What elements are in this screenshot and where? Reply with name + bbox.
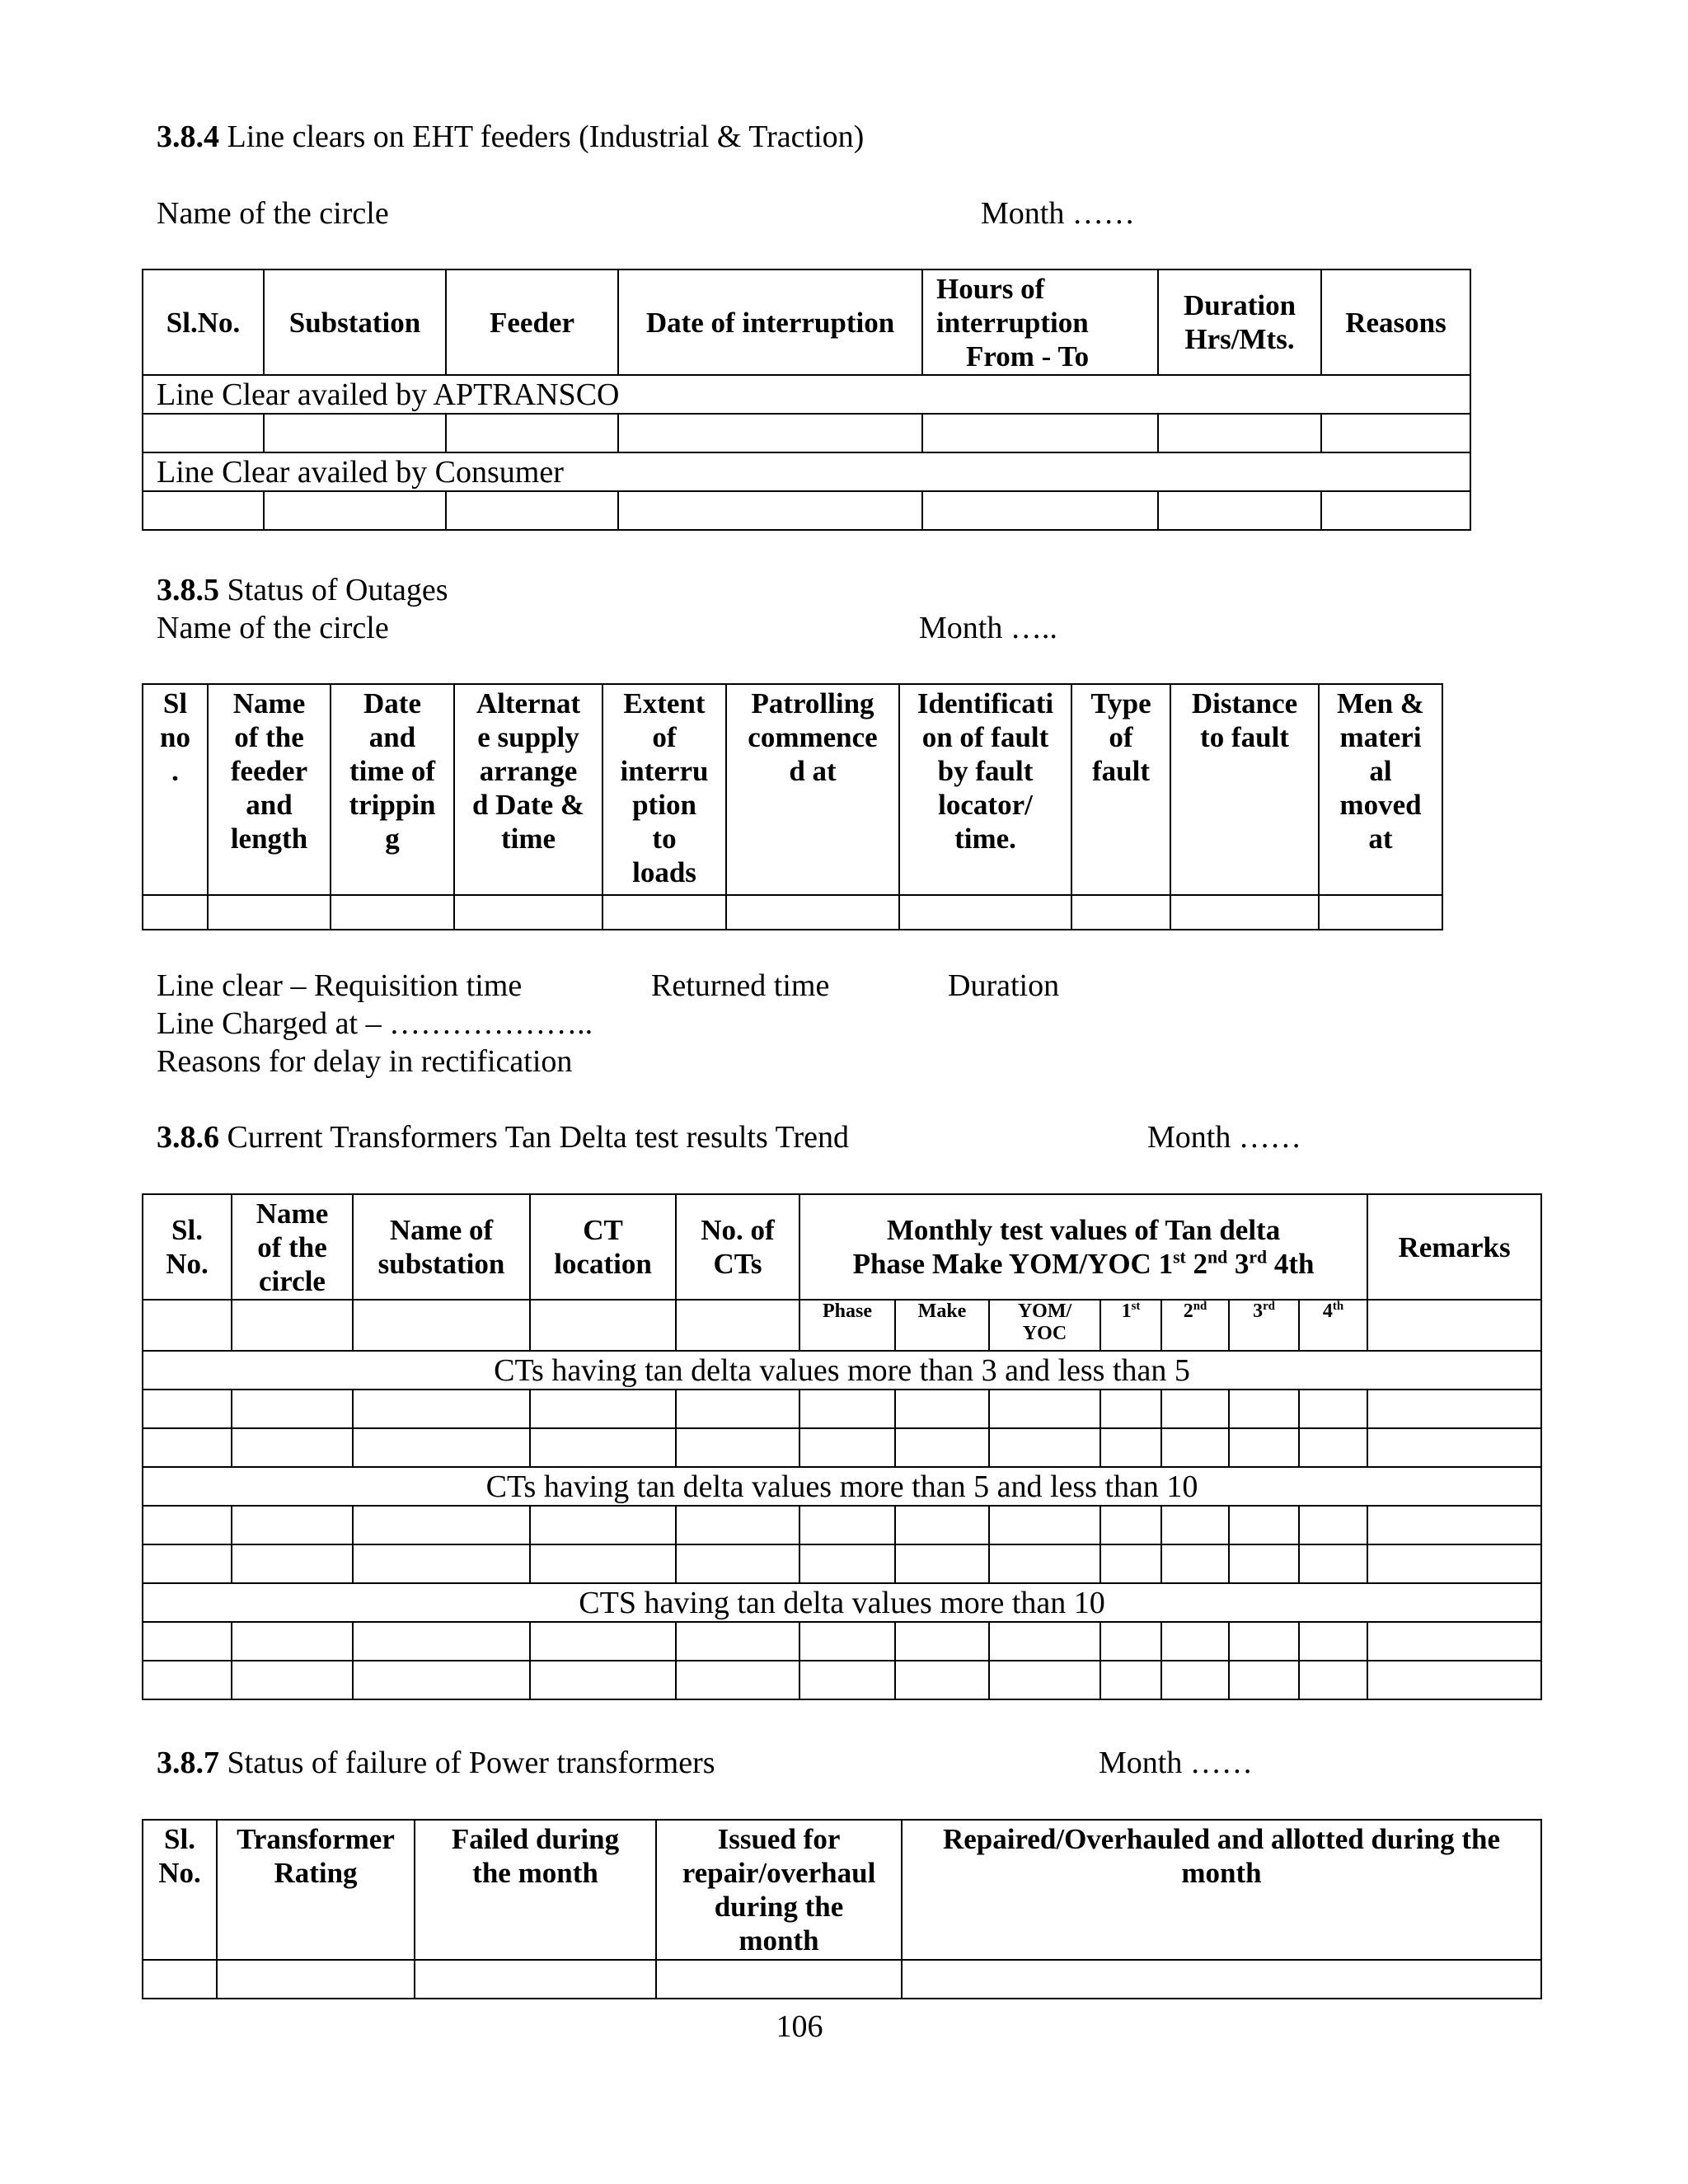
header-text: 4 xyxy=(1322,1301,1333,1322)
header-line: Name of xyxy=(389,1214,494,1246)
table-cell[interactable] xyxy=(232,1661,353,1699)
col-header-trip-time xyxy=(331,684,454,895)
col-header-feeder-name xyxy=(208,684,331,895)
table-cell xyxy=(676,1300,799,1351)
col-header-slno xyxy=(143,1194,232,1300)
header-line: loads xyxy=(632,856,696,888)
table-cell xyxy=(1367,1300,1541,1351)
table-cell[interactable] xyxy=(1229,1544,1299,1583)
table-cell[interactable] xyxy=(1161,1506,1229,1544)
table-cell[interactable] xyxy=(143,1506,232,1544)
table-cell[interactable] xyxy=(1161,1390,1229,1428)
header-text: 3 xyxy=(1227,1248,1250,1280)
table-cell[interactable] xyxy=(1229,1428,1299,1467)
group-row xyxy=(143,452,1470,491)
col-header-duration xyxy=(1158,269,1321,375)
header-line: Sl xyxy=(162,687,188,719)
header-text: 2 xyxy=(1185,1248,1208,1280)
table-cell[interactable] xyxy=(143,1390,232,1428)
col-header-men-material xyxy=(1319,684,1442,895)
table-cell[interactable] xyxy=(530,1544,676,1583)
table-cell[interactable] xyxy=(1100,1622,1161,1661)
header-line: Repaired/Overhauled and allotted during the xyxy=(942,1823,1501,1855)
table-cell xyxy=(353,1300,530,1351)
table-cell[interactable] xyxy=(618,414,922,452)
table-cell[interactable] xyxy=(1299,1544,1367,1583)
col-header-issued xyxy=(656,1820,902,1960)
header-line: . xyxy=(171,755,179,787)
table-cell[interactable] xyxy=(1367,1428,1541,1467)
header-line: time of xyxy=(349,755,435,787)
superscript: th xyxy=(1332,1300,1344,1313)
table-cell[interactable] xyxy=(143,895,208,930)
superscript: rd xyxy=(1263,1300,1275,1313)
table-cell[interactable] xyxy=(232,1506,353,1544)
header-line: materi xyxy=(1339,721,1422,753)
header-text: 3 xyxy=(1253,1301,1264,1322)
header-line: of xyxy=(1109,721,1133,753)
col-header-date: Date of interruption xyxy=(618,269,922,375)
header-line: Patrolling xyxy=(751,687,874,719)
col-header-repaired xyxy=(902,1820,1541,1960)
table-header-row xyxy=(143,1820,1541,1960)
table-cell[interactable] xyxy=(353,1661,530,1699)
header-line: d Date & xyxy=(471,789,585,821)
superscript: nd xyxy=(1207,1247,1228,1268)
table-cell[interactable] xyxy=(143,1428,232,1467)
table-cell[interactable] xyxy=(530,1506,676,1544)
table-cell[interactable] xyxy=(1321,414,1470,452)
note-reasons: Reasons for delay in rectification xyxy=(157,1044,573,1079)
section-number: 3.8.7 xyxy=(157,1746,219,1780)
table-cell[interactable] xyxy=(1299,1661,1367,1699)
group-label-consumer: Line Clear availed by Consumer xyxy=(143,452,1470,491)
table-cell[interactable] xyxy=(799,1622,895,1661)
header-line: Sl. xyxy=(164,1823,195,1855)
header-line: Sl. xyxy=(171,1214,203,1246)
table-cell[interactable] xyxy=(232,1544,353,1583)
table-cell xyxy=(143,1300,232,1351)
col-header-hours xyxy=(922,269,1158,375)
table-header-row xyxy=(143,269,1470,375)
table-cell[interactable] xyxy=(989,1622,1100,1661)
table-cell[interactable] xyxy=(1299,1506,1367,1544)
section-title: Status of Outages xyxy=(219,573,448,607)
table-cell[interactable] xyxy=(895,1544,989,1583)
header-line: of the xyxy=(257,1230,327,1263)
header-line: YOC xyxy=(1022,1323,1067,1344)
header-line: Failed during xyxy=(451,1823,620,1855)
col-header-reasons: Reasons xyxy=(1321,269,1470,375)
table-cell[interactable] xyxy=(353,1390,530,1428)
header-line: month xyxy=(1181,1857,1262,1889)
col-header-substation xyxy=(353,1194,530,1300)
group-row xyxy=(143,1583,1541,1622)
table-row xyxy=(143,1428,1541,1467)
table-cell[interactable] xyxy=(353,1428,530,1467)
header-line: the month xyxy=(472,1857,598,1889)
ct-tan-delta-table xyxy=(142,1193,1542,1700)
table-cell[interactable] xyxy=(1170,895,1319,930)
col-header-distance xyxy=(1170,684,1319,895)
section-3-8-6-heading xyxy=(157,1118,849,1156)
outage-table xyxy=(142,683,1443,930)
table-cell[interactable] xyxy=(143,414,264,452)
sub-header-make: Make xyxy=(895,1300,989,1351)
superscript: rd xyxy=(1249,1247,1268,1268)
table-cell[interactable] xyxy=(676,1622,799,1661)
table-cell[interactable] xyxy=(143,1622,232,1661)
table-cell[interactable] xyxy=(1319,895,1442,930)
col-header-slno: Sl.No. xyxy=(143,269,264,375)
note-charged: Line Charged at – ……………….. xyxy=(157,1006,593,1041)
col-header-ct-location xyxy=(530,1194,676,1300)
note-returned: Returned time xyxy=(651,968,830,1003)
header-line: CT xyxy=(583,1214,623,1246)
table-cell[interactable] xyxy=(1158,491,1321,530)
table-header-row xyxy=(143,1194,1541,1300)
header-line: Transformer xyxy=(237,1823,395,1855)
table-cell[interactable] xyxy=(799,1428,895,1467)
table-cell[interactable] xyxy=(618,491,922,530)
table-cell[interactable] xyxy=(726,895,899,930)
table-cell[interactable] xyxy=(446,491,618,530)
table-cell[interactable] xyxy=(530,1622,676,1661)
table-cell[interactable] xyxy=(989,1428,1100,1467)
table-cell[interactable] xyxy=(1100,1661,1161,1699)
header-line: d at xyxy=(789,755,837,787)
table-cell[interactable] xyxy=(217,1960,415,1999)
table-cell[interactable] xyxy=(799,1544,895,1583)
table-cell[interactable] xyxy=(143,491,264,530)
table-cell[interactable] xyxy=(143,1544,232,1583)
header-line: Name xyxy=(232,687,306,719)
table-cell[interactable] xyxy=(1161,1544,1229,1583)
month-label: Month …… xyxy=(1147,1120,1301,1155)
sub-header-2nd xyxy=(1161,1300,1229,1351)
header-line: feeder xyxy=(230,755,308,787)
table-cell[interactable] xyxy=(676,1390,799,1428)
circle-label: Name of the circle xyxy=(157,196,389,231)
header-line: al xyxy=(1369,755,1392,787)
header-line: Date xyxy=(363,687,421,719)
table-cell[interactable] xyxy=(530,1428,676,1467)
header-line: arrange xyxy=(479,755,578,787)
header-line: interruption xyxy=(936,306,1089,339)
header-line: Men & xyxy=(1337,687,1424,719)
table-cell[interactable] xyxy=(895,1622,989,1661)
col-header-alternate-supply xyxy=(454,684,603,895)
col-header-failed xyxy=(415,1820,656,1960)
header-line: and xyxy=(368,721,416,753)
header-line: Issued for xyxy=(717,1823,841,1855)
note-duration: Duration xyxy=(948,968,1060,1003)
table-cell[interactable] xyxy=(895,1390,989,1428)
table-cell[interactable] xyxy=(1229,1506,1299,1544)
header-line: CTs xyxy=(713,1248,762,1280)
header-line: No. xyxy=(158,1857,201,1889)
superscript: nd xyxy=(1193,1300,1207,1313)
header-line: moved xyxy=(1339,789,1422,821)
table-cell[interactable] xyxy=(676,1661,799,1699)
header-line: Rating xyxy=(274,1857,358,1889)
section-title: Current Transformers Tan Delta test results Trend xyxy=(219,1120,849,1155)
table-cell[interactable] xyxy=(232,1622,353,1661)
header-text: 1 xyxy=(1121,1301,1132,1322)
table-cell[interactable] xyxy=(446,414,618,452)
table-cell[interactable] xyxy=(902,1960,1541,1999)
table-cell[interactable] xyxy=(799,1390,895,1428)
table-cell[interactable] xyxy=(530,1661,676,1699)
table-cell[interactable] xyxy=(143,1661,232,1699)
table-row xyxy=(143,1960,1541,1999)
table-cell[interactable] xyxy=(353,1622,530,1661)
header-text: 2 xyxy=(1183,1301,1193,1322)
table-cell[interactable] xyxy=(530,1390,676,1428)
col-header-fault-identification xyxy=(899,684,1071,895)
header-line: substation xyxy=(377,1248,505,1280)
table-cell[interactable] xyxy=(1229,1622,1299,1661)
header-line: Monthly test values of Tan delta xyxy=(886,1214,1281,1246)
group-row xyxy=(143,1351,1541,1390)
superscript: st xyxy=(1173,1247,1186,1268)
table-cell[interactable] xyxy=(656,1960,902,1999)
table-cell[interactable] xyxy=(1299,1622,1367,1661)
group-row xyxy=(143,375,1470,414)
header-line: Type xyxy=(1090,687,1151,719)
header-line: locator/ xyxy=(938,789,1033,821)
table-cell[interactable] xyxy=(799,1661,895,1699)
table-cell[interactable] xyxy=(895,1661,989,1699)
table-cell[interactable] xyxy=(331,895,454,930)
table-cell[interactable] xyxy=(603,895,726,930)
table-cell[interactable] xyxy=(454,895,603,930)
table-cell xyxy=(530,1300,676,1351)
header-line: Distance xyxy=(1191,687,1298,719)
header-line xyxy=(800,1247,1367,1281)
section-3-8-5-heading xyxy=(157,571,448,609)
header-line: of xyxy=(652,721,677,753)
page-number: 106 xyxy=(776,2009,823,2044)
table-cell[interactable] xyxy=(922,491,1158,530)
header-line: commence xyxy=(748,721,878,753)
header-line: repair/overhaul xyxy=(682,1857,876,1889)
section-title: Status of failure of Power transformers xyxy=(219,1746,715,1780)
table-cell[interactable] xyxy=(264,491,446,530)
table-cell[interactable] xyxy=(1161,1622,1229,1661)
header-line: Duration xyxy=(1183,289,1296,321)
table-cell[interactable] xyxy=(143,1960,217,1999)
header-line: time xyxy=(500,823,556,855)
table-cell[interactable] xyxy=(1100,1428,1161,1467)
header-line: length xyxy=(230,823,308,855)
table-cell[interactable] xyxy=(899,895,1071,930)
header-line: interru xyxy=(620,755,709,787)
table-cell[interactable] xyxy=(1161,1428,1229,1467)
header-line: month xyxy=(738,1924,819,1957)
header-line: From - To xyxy=(966,340,1090,373)
header-line: Identificati xyxy=(917,687,1054,719)
header-line: g xyxy=(385,823,400,855)
table-row xyxy=(143,414,1470,452)
month-label: Month …… xyxy=(1099,1746,1253,1780)
section-number: 3.8.4 xyxy=(157,120,219,154)
table-cell[interactable] xyxy=(676,1544,799,1583)
header-line: Hrs/Mts. xyxy=(1184,323,1295,355)
col-header-slno xyxy=(143,1820,217,1960)
table-row xyxy=(143,491,1470,530)
table-cell[interactable] xyxy=(799,1506,895,1544)
header-line: time. xyxy=(954,823,1016,855)
header-line: no xyxy=(160,721,190,753)
table-row xyxy=(143,1390,1541,1428)
sub-header-1st xyxy=(1100,1300,1161,1351)
header-line: Extent xyxy=(623,687,706,719)
sub-header-phase: Phase xyxy=(799,1300,895,1351)
table-row xyxy=(143,1544,1541,1583)
header-text: Phase Make YOM/YOC 1 xyxy=(852,1248,1174,1280)
header-line: location xyxy=(554,1248,652,1280)
table-cell[interactable] xyxy=(1367,1622,1541,1661)
sub-header-4th xyxy=(1299,1300,1367,1351)
section-3-8-7-heading xyxy=(157,1744,715,1782)
header-line: on of fault xyxy=(921,721,1049,753)
header-line: Hours of xyxy=(936,272,1045,305)
table-row xyxy=(143,1506,1541,1544)
header-line: e supply xyxy=(477,721,579,753)
table-cell[interactable] xyxy=(1321,491,1470,530)
table-cell[interactable] xyxy=(232,1428,353,1467)
table-cell[interactable] xyxy=(989,1661,1100,1699)
sub-header-row xyxy=(143,1300,1541,1351)
table-cell[interactable] xyxy=(353,1506,530,1544)
header-line: by fault xyxy=(937,755,1034,787)
header-line: No. xyxy=(166,1248,209,1280)
col-header-patrolling xyxy=(726,684,899,895)
col-header-slno xyxy=(143,684,208,895)
table-cell[interactable] xyxy=(1367,1506,1541,1544)
table-cell[interactable] xyxy=(415,1960,656,1999)
superscript: st xyxy=(1131,1300,1141,1313)
header-line: No. of xyxy=(701,1214,775,1246)
table-cell[interactable] xyxy=(1367,1544,1541,1583)
table-cell[interactable] xyxy=(1299,1390,1367,1428)
table-cell[interactable] xyxy=(353,1544,530,1583)
table-cell[interactable] xyxy=(1158,414,1321,452)
header-line: to fault xyxy=(1200,721,1289,753)
header-line: during the xyxy=(714,1891,844,1923)
table-cell[interactable] xyxy=(1161,1661,1229,1699)
table-cell[interactable] xyxy=(895,1506,989,1544)
col-header-substation: Substation xyxy=(264,269,446,375)
table-row xyxy=(143,895,1442,930)
section-3-8-4-heading xyxy=(157,118,864,156)
col-header-remarks: Remarks xyxy=(1367,1194,1541,1300)
table-cell[interactable] xyxy=(922,414,1158,452)
table-cell[interactable] xyxy=(1100,1544,1161,1583)
group-label-aptransco: Line Clear availed by APTRANSCO xyxy=(143,375,1470,414)
header-line: at xyxy=(1368,823,1393,855)
table-cell[interactable] xyxy=(676,1506,799,1544)
header-line: YOM/ xyxy=(1017,1301,1072,1322)
table-cell[interactable] xyxy=(989,1390,1100,1428)
col-header-feeder: Feeder xyxy=(446,269,618,375)
header-line: circle xyxy=(259,1264,326,1297)
sub-header-yom-yoc xyxy=(989,1300,1100,1351)
month-label: Month …… xyxy=(981,196,1135,231)
header-line: trippin xyxy=(349,789,436,821)
month-label: Month ….. xyxy=(919,611,1057,645)
table-cell[interactable] xyxy=(1367,1390,1541,1428)
header-line: ption xyxy=(632,789,696,821)
table-cell[interactable] xyxy=(895,1428,989,1467)
table-cell[interactable] xyxy=(676,1428,799,1467)
table-cell[interactable] xyxy=(1071,895,1170,930)
header-line: to xyxy=(652,823,677,855)
table-cell[interactable] xyxy=(1100,1506,1161,1544)
sub-header-3rd xyxy=(1229,1300,1299,1351)
col-header-no-of-cts xyxy=(676,1194,799,1300)
table-cell[interactable] xyxy=(1100,1390,1161,1428)
header-line: fault xyxy=(1092,755,1150,787)
table-cell[interactable] xyxy=(208,895,331,930)
table-row xyxy=(143,1661,1541,1699)
line-clear-table xyxy=(142,269,1471,531)
col-header-fault-type xyxy=(1071,684,1170,895)
header-line: Name xyxy=(256,1197,329,1230)
col-header-circle xyxy=(232,1194,353,1300)
table-cell[interactable] xyxy=(1229,1390,1299,1428)
table-cell[interactable] xyxy=(989,1506,1100,1544)
group-label-5-to-10: CTs having tan delta values more than 5 and less than 10 xyxy=(143,1467,1541,1506)
group-label-above-10: CTS having tan delta values more than 10 xyxy=(143,1583,1541,1622)
table-row xyxy=(143,1622,1541,1661)
table-cell[interactable] xyxy=(1299,1428,1367,1467)
table-header-row xyxy=(143,684,1442,895)
header-text: 4th xyxy=(1267,1248,1315,1280)
table-cell[interactable] xyxy=(232,1390,353,1428)
col-header-extent xyxy=(603,684,726,895)
circle-label: Name of the circle xyxy=(157,611,389,645)
group-row xyxy=(143,1467,1541,1506)
table-cell[interactable] xyxy=(1229,1661,1299,1699)
section-number: 3.8.5 xyxy=(157,573,219,607)
table-cell xyxy=(232,1300,353,1351)
table-cell[interactable] xyxy=(264,414,446,452)
group-label-3-to-5: CTs having tan delta values more than 3 and less than 5 xyxy=(143,1351,1541,1390)
header-line: Alternat xyxy=(476,687,581,719)
header-line: and xyxy=(246,789,293,821)
section-number: 3.8.6 xyxy=(157,1120,219,1155)
table-cell[interactable] xyxy=(1367,1661,1541,1699)
section-title: Line clears on EHT feeders (Industrial & Traction) xyxy=(219,120,865,154)
note-requisition: Line clear – Requisition time xyxy=(157,968,523,1003)
col-header-rating xyxy=(217,1820,415,1960)
power-transformer-table xyxy=(142,1819,1542,1999)
col-header-monthly-values xyxy=(799,1194,1367,1300)
table-cell[interactable] xyxy=(989,1544,1100,1583)
header-line: of the xyxy=(234,721,304,753)
